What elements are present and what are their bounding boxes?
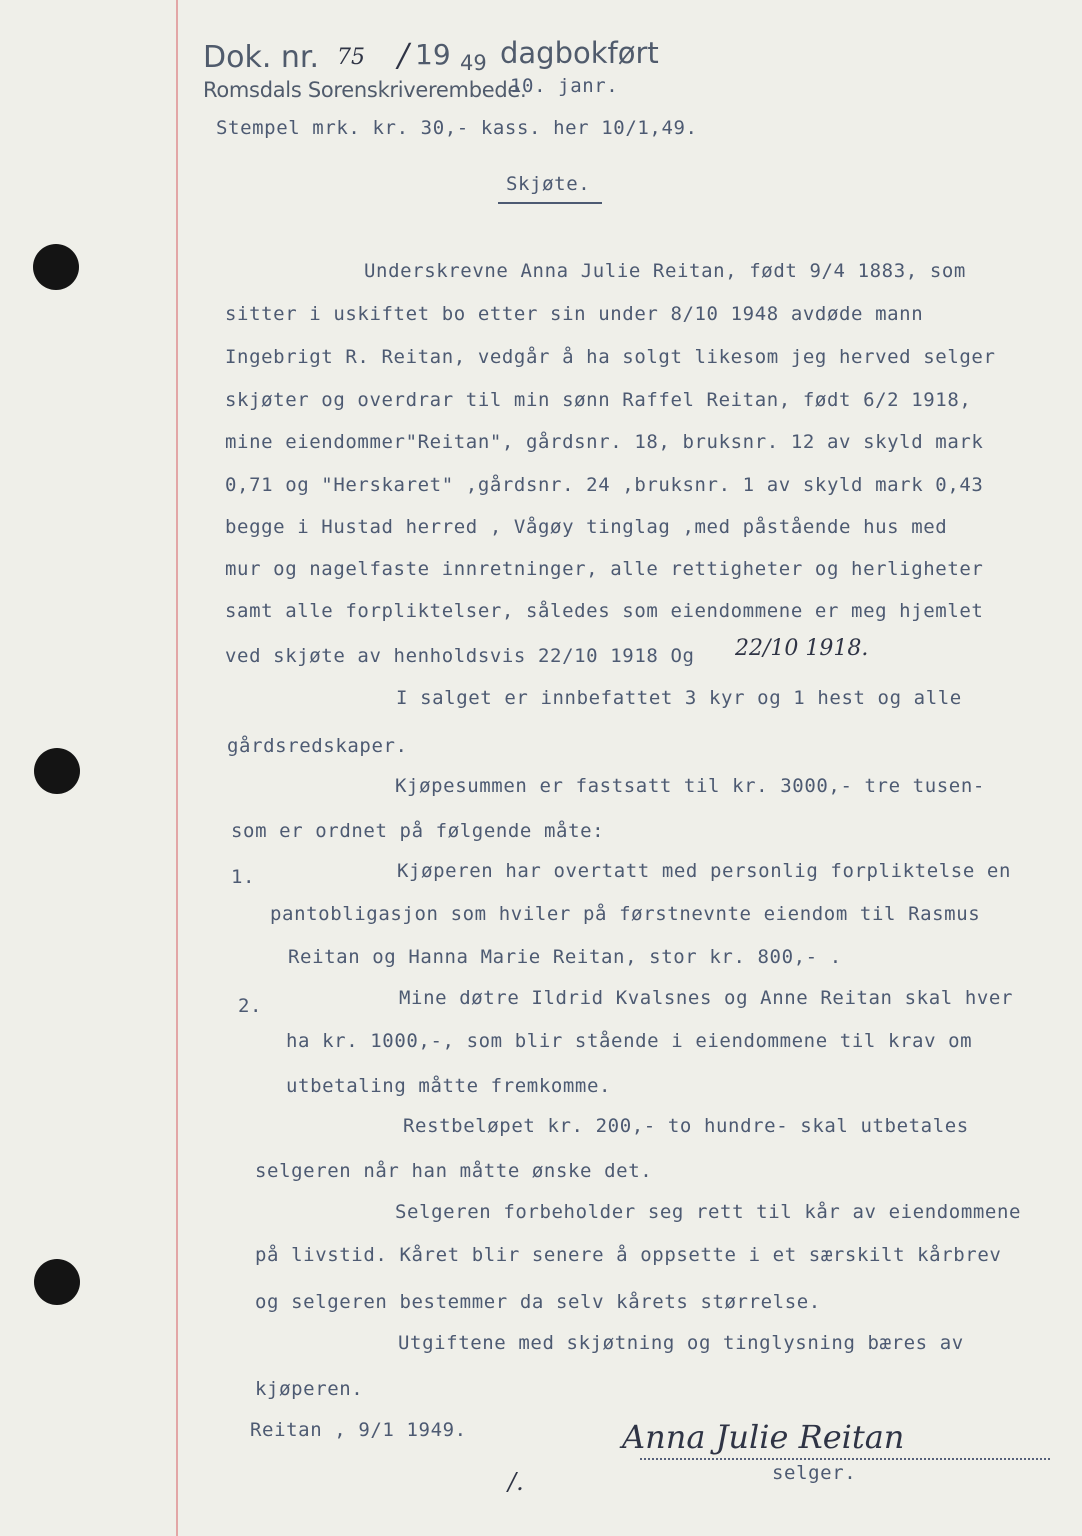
year-century: 19 <box>415 38 451 71</box>
signature-role: selger. <box>772 1462 857 1484</box>
signature: Anna Julie Reitan <box>622 1418 905 1456</box>
office-name: Romsdals Sorenskriverembede. <box>203 78 527 102</box>
body-line-16: pantobligasjon som hviler på førstnevnte eiendom til Rasmus <box>270 903 981 925</box>
body-line-7: begge i Hustad herred , Vågøy tinglag ,med påstående hus med <box>225 516 948 538</box>
document-heading: Skjøte. <box>506 173 591 195</box>
dok-nr-label: Dok. nr. <box>203 40 320 75</box>
dok-nr-value: 75 <box>337 45 365 70</box>
body-line-20: utbetaling måtte fremkomme. <box>286 1075 612 1097</box>
footer-mark: /. <box>508 1468 524 1496</box>
body-line-24: på livstid. Kåret blir senere å oppsette i et særskilt kårbrev <box>255 1244 1002 1266</box>
body-line-2: sitter i uskiftet bo etter sin under 8/10 1948 avdøde mann <box>225 303 924 325</box>
heading-underline <box>498 202 602 204</box>
margin-rule <box>176 0 178 1536</box>
stamp-slash: / <box>398 36 409 74</box>
body-line-5: mine eiendommer"Reitan", gårdsnr. 18, bruksnr. 12 av skyld mark <box>225 431 984 453</box>
body-line-15: Kjøperen har overtatt med personlig forpliktelse en <box>397 860 1011 882</box>
punch-hole-top <box>33 244 79 290</box>
body-line-14: som er ordnet på følgende måte: <box>231 820 605 842</box>
body-line-6: 0,71 og "Herskaret" ,gårdsnr. 24 ,bruksnr. 1 av skyld mark 0,43 <box>225 474 984 496</box>
punch-hole-middle <box>34 748 80 794</box>
stamp-duty: Stempel mrk. kr. 30,- kass. her 10/1,49. <box>216 117 698 139</box>
punch-hole-bottom <box>34 1259 80 1305</box>
handwritten-date: 22/10 1918. <box>735 636 869 661</box>
body-line-9: samt alle forpliktelser, således som eiendommene er meg hjemlet <box>225 600 984 622</box>
signature-line <box>640 1458 1050 1460</box>
body-line-3: Ingebrigt R. Reitan, vedgår å ha solgt likesom jeg herved selger <box>225 346 996 368</box>
dagbokfort-label: dagbokført <box>500 36 659 70</box>
body-line-12: gårdsredskaper. <box>227 735 408 757</box>
body-line-22: selgeren når han måtte ønske det. <box>255 1160 653 1182</box>
place-date: Reitan , 9/1 1949. <box>250 1419 467 1441</box>
body-line-4: skjøter og overdrar til min sønn Raffel Reitan, født 6/2 1918, <box>225 389 972 411</box>
item-number-1: 1. <box>231 866 256 888</box>
body-line-25: og selgeren bestemmer da selv kårets størrelse. <box>255 1291 821 1313</box>
body-line-13: Kjøpesummen er fastsatt til kr. 3000,- tre tusen- <box>395 775 985 797</box>
body-line-17: Reitan og Hanna Marie Reitan, stor kr. 800,- . <box>288 946 842 968</box>
body-line-23: Selgeren forbeholder seg rett til kår av eiendommene <box>395 1201 1022 1223</box>
body-line-18: Mine døtre Ildrid Kvalsnes og Anne Reitan skal hver <box>399 987 1013 1009</box>
body-line-26: Utgiftene med skjøtning og tinglysning bæres av <box>398 1332 964 1354</box>
body-line-19: ha kr. 1000,-, som blir stående i eiendommene til krav om <box>286 1030 973 1052</box>
item-number-2: 2. <box>238 995 263 1017</box>
body-line-10: ved skjøte av henholdsvis 22/10 1918 Og <box>225 645 695 667</box>
body-line-27: kjøperen. <box>255 1378 364 1400</box>
body-line-11: I salget er innbefattet 3 kyr og 1 hest og alle <box>396 687 962 709</box>
body-line-21: Restbeløpet kr. 200,- to hundre- skal utbetales <box>403 1115 969 1137</box>
year-suffix: 49 <box>460 51 487 75</box>
stamp-date: 10. janr. <box>510 75 619 97</box>
body-line-1: Underskrevne Anna Julie Reitan, født 9/4 1883, som <box>364 260 966 282</box>
body-line-8: mur og nagelfaste innretninger, alle rettigheter og herligheter <box>225 558 984 580</box>
